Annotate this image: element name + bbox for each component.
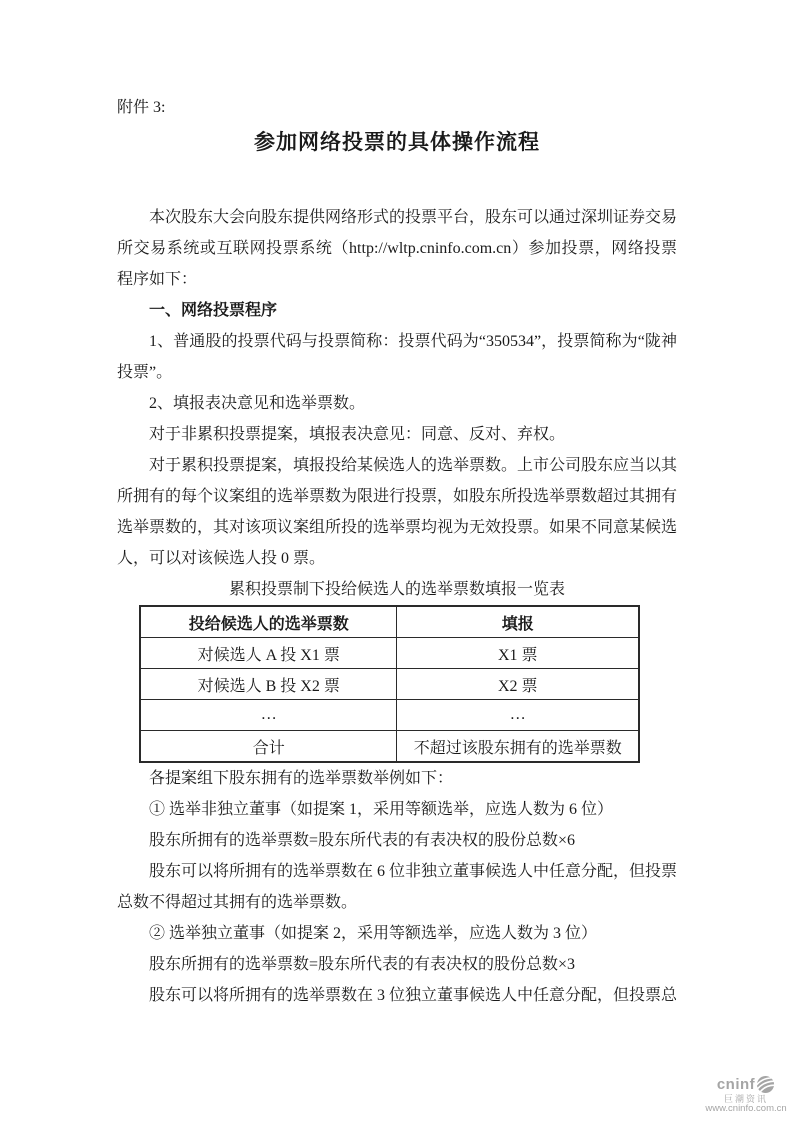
cninfo-logo: [702, 1075, 790, 1115]
paragraph-formula-2: 股东所拥有的选举票数=股东所代表的有表决权的股份总数×3: [149, 956, 576, 973]
table-cell: X2 票: [397, 669, 639, 700]
table-row: [140, 700, 639, 731]
document-content: [117, 92, 677, 1011]
table-header-fill: 填报: [397, 606, 639, 638]
cninfo-logo-url: www.cninfo.com.cn: [705, 1103, 787, 1115]
table-cell: 合计: [140, 731, 397, 763]
table-cell: …: [397, 700, 639, 731]
cninfo-logo-chinese: 巨潮资讯: [723, 1093, 768, 1104]
table-header-row: [140, 606, 639, 638]
table-row: [140, 731, 639, 763]
table-row: [140, 638, 639, 669]
paragraph-example-1: ① 选举非独立董事（如提案 1，采用等额选举，应选人数为 6 位）: [149, 801, 614, 818]
table-cell: 对候选人 A 投 X1 票: [140, 638, 397, 669]
cumulative-vote-table: [139, 605, 640, 763]
table-caption: 累积投票制下投给候选人的选举票数填报一览表: [228, 581, 565, 598]
paragraph-example-intro: 各提案组下股东拥有的选举票数举例如下：: [149, 770, 454, 787]
table-header-votes: 投给候选人的选举票数: [140, 606, 397, 638]
paragraph-example-2: ② 选举独立董事（如提案 2，采用等额选举，应选人数为 3 位）: [149, 925, 598, 942]
paragraph-allocation-1: 股东可以将所拥有的选举票数在 6 位非独立董事候选人中任意分配，但投票总数不得超过其拥有的选举票数。: [117, 863, 678, 911]
table-cell: X1 票: [397, 638, 639, 669]
intro-paragraph: 本次股东大会向股东提供网络形式的投票平台，股东可以通过深圳证券交易所交易系统或互联网投票系统（http://wltp.cninfo.com.cn）参加投票，网络投票程序如下：: [117, 209, 678, 288]
table-cell: …: [140, 700, 397, 731]
section-heading-1: 一、网络投票程序: [149, 302, 278, 319]
cninfo-logo-top: [702, 1075, 790, 1094]
paragraph-allocation-2: 股东可以将所拥有的选举票数在 3 位独立董事候选人中任意分配，但投票总: [149, 987, 678, 1004]
paragraph-non-cumulative: 对于非累积投票提案，填报表决意见：同意、反对、弃权。: [149, 426, 566, 443]
attachment-label: 附件 3:: [117, 99, 166, 116]
page-title: 参加网络投票的具体操作流程: [254, 131, 540, 154]
paragraph-fill-opinion: 2、填报表决意见和选举票数。: [149, 395, 366, 412]
paragraph-formula-1: 股东所拥有的选举票数=股东所代表的有表决权的股份总数×6: [149, 832, 576, 849]
paragraph-cumulative: 对于累积投票提案，填报投给某候选人的选举票数。上市公司股东应当以其所拥有的每个议案组的选举票数为限进行投票，如股东所投选举票数超过其拥有选举票数的，其对该项议案组所投的选举票均视为无效投票。如果不同意某候选人，可以对该候选人投 0 票。: [117, 457, 678, 567]
table-row: [140, 669, 639, 700]
cninfo-logo-text: cninf: [716, 1075, 756, 1093]
table-cell: 对候选人 B 投 X2 票: [140, 669, 397, 700]
paragraph-vote-code: 1、普通股的投票代码与投票简称：投票代码为“350534”，投票简称为“陇神投票”。: [117, 333, 677, 381]
cninfo-globe-icon: [756, 1075, 775, 1094]
table-cell: 不超过该股东拥有的选举票数: [397, 731, 639, 763]
